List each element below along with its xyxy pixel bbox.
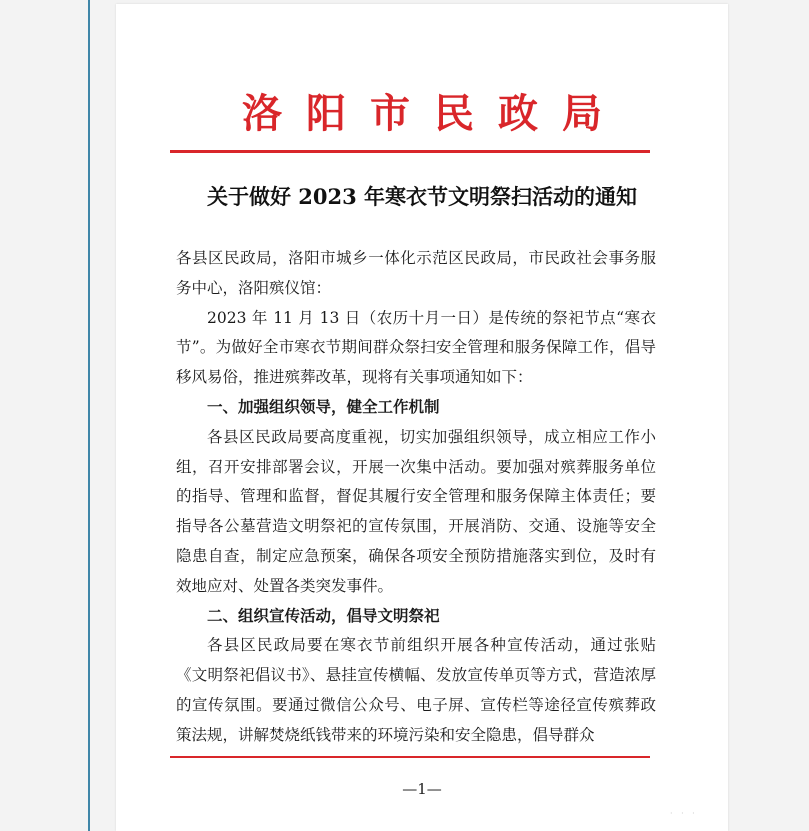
scan-artifact: · · · [670, 809, 698, 818]
section-paragraph: 各县区民政局要在寒衣节前组织开展各种宣传活动，通过张贴《文明祭祀倡议书》、悬挂宣传横幅、发放宣传单页等方式，营造浓厚的宣传氛围。要通过微信公众号、电子屏、宣传栏等途径宣传殡葬政策法规，讲解焚烧纸钱带来的环境污染和安全隐患，倡导群众 [176, 636, 656, 744]
section-heading: 一、加强组织领导，健全工作机制 [207, 397, 440, 416]
viewer-edge-line [88, 0, 90, 831]
footer-red-rule [170, 756, 650, 758]
org-header: 洛阳市民政局 [242, 90, 626, 137]
section-paragraph: 各县区民政局要高度重视，切实加强组织领导，成立相应工作小组，召开安排部署会议，开展一次集中活动。要加强对殡葬服务单位的指导、管理和监督，督促其履行安全管理和服务保障主体责任；要指导各公墓营造文明祭祀的宣传氛围，开展消防、交通、设施等安全隐患自查，制定应急预案，确保各项安全预防措施落实到位，及时有效地应对、处置各类突发事件。 [176, 427, 656, 595]
intro-paragraph: 2023 年 11 月 13 日（农历十月一日）是传统的祭祀节点“寒衣节”。为做好全市寒衣节期间群众祭扫安全管理和服务保障工作，倡导移风易俗，推进殡葬改革，现将有关事项通知如下： [176, 308, 656, 387]
recipients-paragraph: 各县区民政局，洛阳市城乡一体化示范区民政局，市民政社会事务服务中心，洛阳殡仪馆： [176, 249, 656, 297]
page-number: —1— [402, 780, 442, 798]
document-body [176, 244, 656, 751]
document-title: 关于做好 2023 年寒衣节文明祭扫活动的通知 [206, 184, 638, 209]
header-red-rule [170, 150, 650, 153]
document-page [116, 4, 728, 831]
section-heading: 二、组织宣传活动，倡导文明祭祀 [207, 606, 440, 625]
